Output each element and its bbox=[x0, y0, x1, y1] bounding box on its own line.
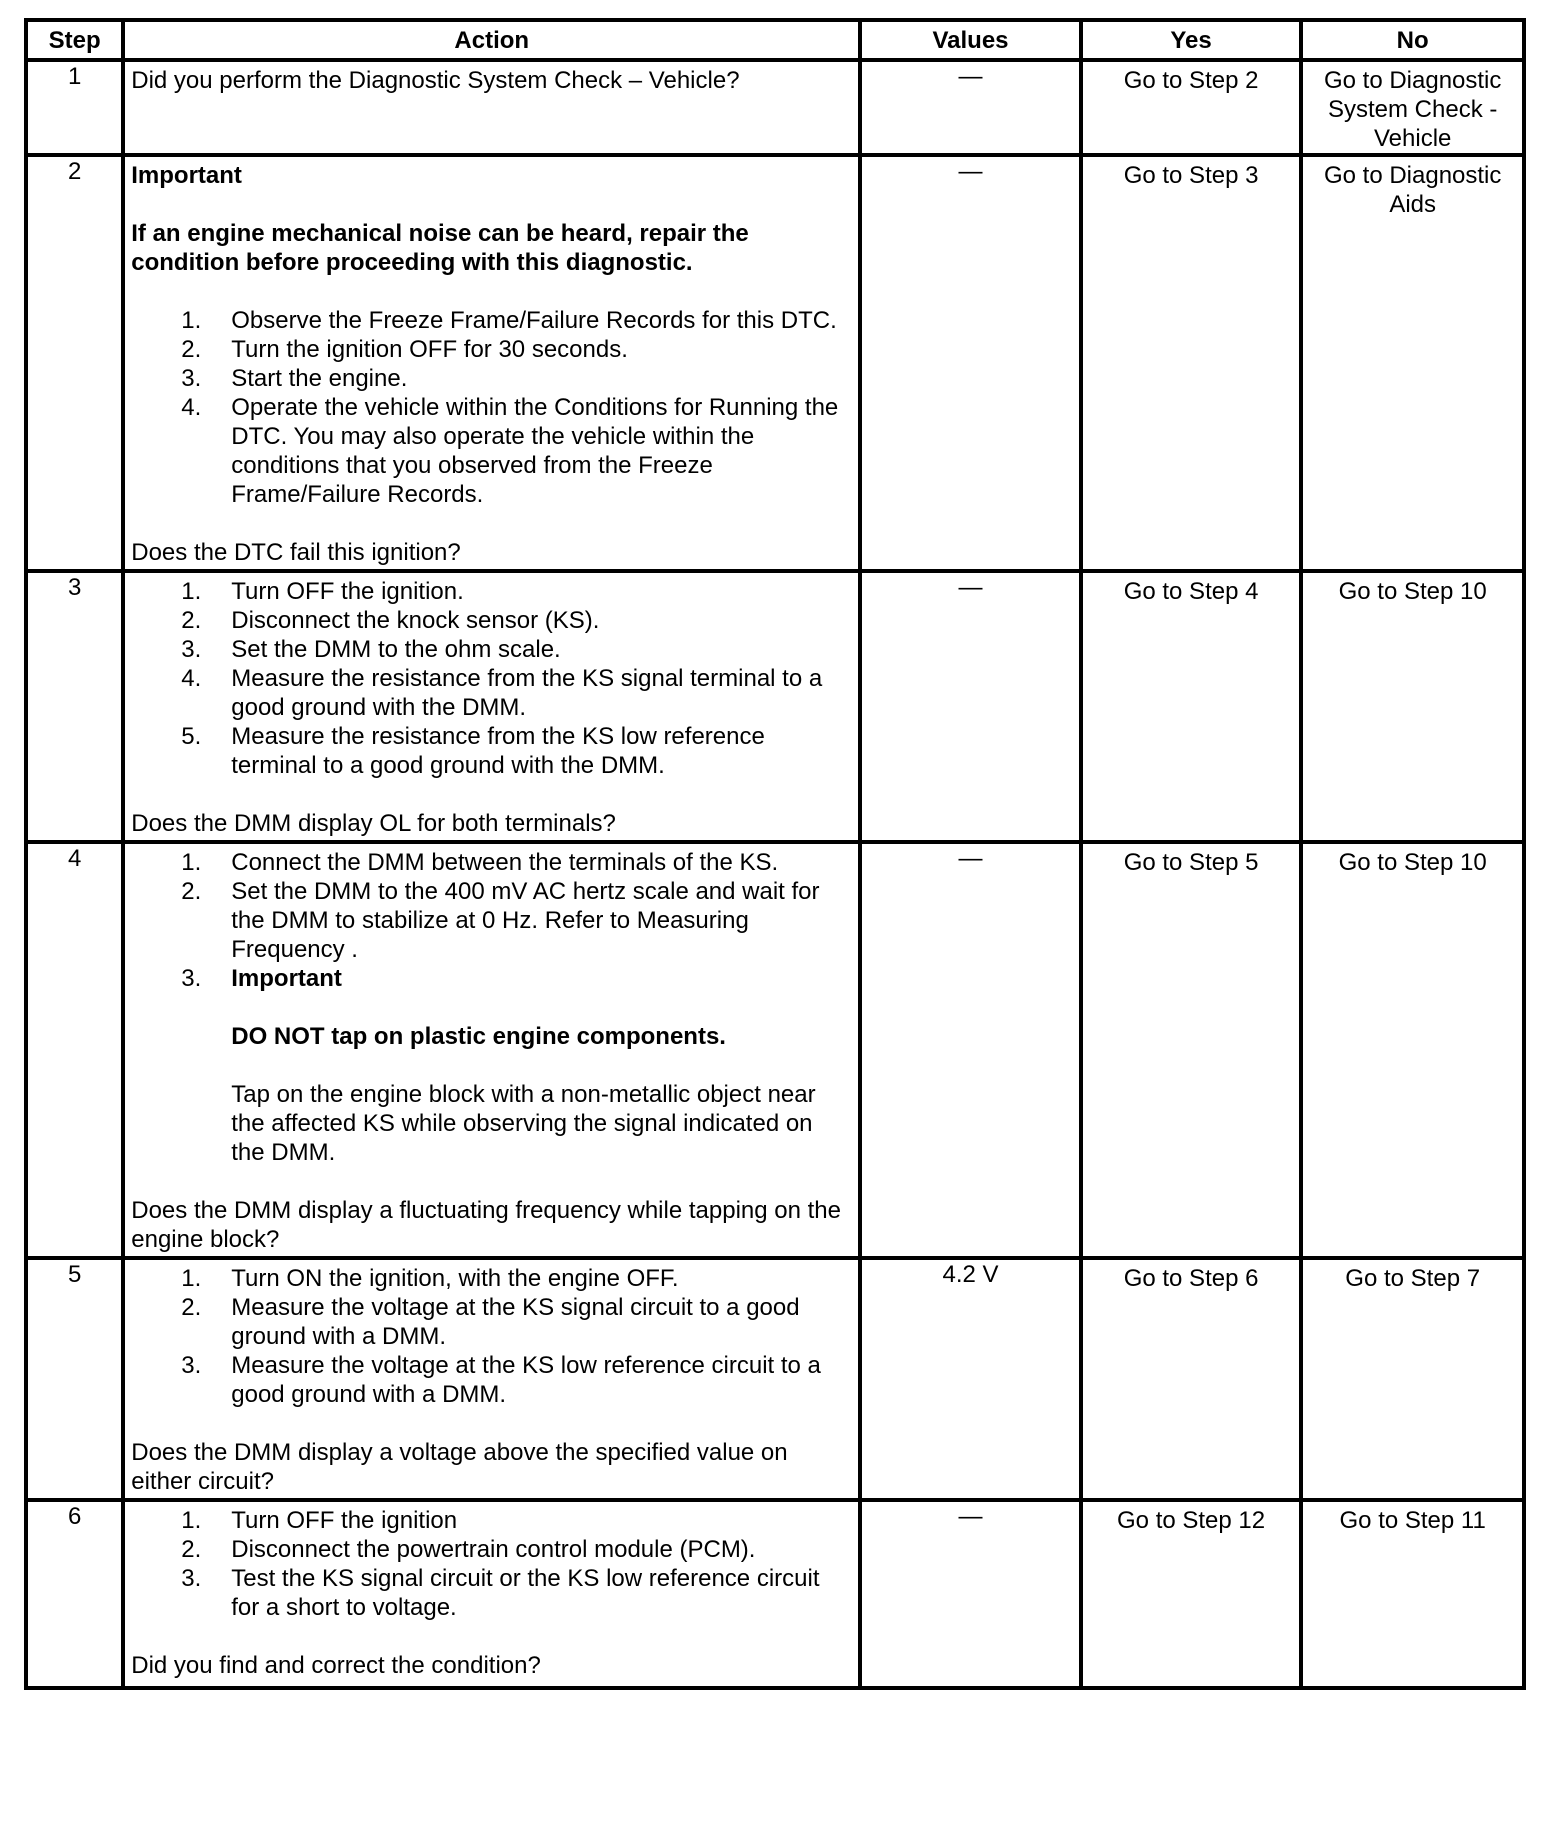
value-cell: — bbox=[860, 1500, 1081, 1688]
action-question: Does the DMM display a voltage above the specified value on either circuit? bbox=[131, 1439, 788, 1495]
list-item: 2. Disconnect the powertrain control module (PCM). bbox=[181, 1536, 756, 1563]
step-number: 1 bbox=[26, 60, 123, 155]
value-cell: — bbox=[860, 155, 1081, 571]
no-link[interactable]: Go to Diagnostic System Check - Vehicle bbox=[1323, 67, 1502, 152]
yes-cell bbox=[1081, 1500, 1302, 1688]
table-row bbox=[26, 155, 1524, 571]
no-link[interactable]: Go to Step 10 bbox=[1338, 849, 1487, 876]
table-row bbox=[26, 571, 1524, 842]
no-cell bbox=[1301, 571, 1524, 842]
value-cell: — bbox=[860, 842, 1081, 1258]
step-number: 5 bbox=[26, 1258, 123, 1500]
important-text: If an engine mechanical noise can be heard, repair the condition before proceeding with this diagnostic. bbox=[131, 220, 749, 276]
yes-link[interactable]: Go to Step 2 bbox=[1123, 67, 1259, 94]
step-number: 3 bbox=[26, 571, 123, 842]
action-question: Did you perform the Diagnostic System Check – Vehicle? bbox=[131, 67, 740, 94]
yes-cell bbox=[1081, 571, 1302, 842]
procedure-list bbox=[131, 306, 852, 509]
action-question: Does the DTC fail this ignition? bbox=[131, 539, 461, 566]
list-item: 3. Measure the voltage at the KS low reference circuit to a good ground with a DMM. bbox=[181, 1352, 821, 1408]
yes-cell bbox=[1081, 155, 1302, 571]
value-cell: — bbox=[860, 60, 1081, 155]
no-cell bbox=[1301, 1258, 1524, 1500]
action-cell bbox=[123, 60, 860, 155]
procedure-list bbox=[131, 1264, 852, 1409]
list-item: 1. Turn OFF the ignition. bbox=[181, 578, 464, 605]
action-cell bbox=[123, 1258, 860, 1500]
yes-cell bbox=[1081, 842, 1302, 1258]
no-link[interactable]: Go to Step 10 bbox=[1338, 578, 1487, 605]
important-label: Important bbox=[231, 965, 342, 992]
header-action: Action bbox=[123, 20, 860, 60]
yes-link[interactable]: Go to Step 3 bbox=[1123, 162, 1259, 189]
action-question: Does the DMM display a fluctuating frequency while tapping on the engine block? bbox=[131, 1197, 841, 1253]
list-item: 4. Operate the vehicle within the Conditions for Running the DTC. You may also operate the vehicle within the conditions that you observed from the Freeze Frame/Failure Records. bbox=[181, 394, 839, 508]
step-detail: Tap on the engine block with a non-metallic object near the affected KS while observing the signal indicated on the DMM. bbox=[231, 1081, 816, 1166]
value-cell: — bbox=[860, 571, 1081, 842]
important-text: DO NOT tap on plastic engine components. bbox=[231, 1023, 726, 1050]
action-cell bbox=[123, 155, 860, 571]
header-yes: Yes bbox=[1081, 20, 1302, 60]
yes-link[interactable]: Go to Step 6 bbox=[1123, 1265, 1259, 1292]
list-item: 5. Measure the resistance from the KS low reference terminal to a good ground with the DMM. bbox=[181, 723, 765, 779]
list-item: 2. Measure the voltage at the KS signal circuit to a good ground with a DMM. bbox=[181, 1294, 800, 1350]
no-link[interactable]: Go to Step 7 bbox=[1345, 1265, 1481, 1292]
no-link[interactable]: Go to Diagnostic Aids bbox=[1323, 162, 1502, 218]
no-cell bbox=[1301, 842, 1524, 1258]
action-cell bbox=[123, 1500, 860, 1688]
action-cell bbox=[123, 571, 860, 842]
yes-link[interactable]: Go to Step 5 bbox=[1123, 849, 1259, 876]
header-step: Step bbox=[26, 20, 123, 60]
procedure-list bbox=[131, 1506, 852, 1622]
list-item: 1. Turn OFF the ignition bbox=[181, 1507, 458, 1534]
yes-link[interactable]: Go to Step 4 bbox=[1123, 578, 1259, 605]
action-cell bbox=[123, 842, 860, 1258]
table-row bbox=[26, 1500, 1524, 1688]
list-item: 3. Important DO NOT tap on plastic engine components. Tap on the engine block with a non-metallic object near the affected KS while observing the signal indicated on the DMM. bbox=[131, 964, 852, 1167]
no-cell bbox=[1301, 60, 1524, 155]
yes-link[interactable]: Go to Step 12 bbox=[1117, 1507, 1266, 1534]
no-link[interactable]: Go to Step 11 bbox=[1339, 1507, 1486, 1534]
value-cell: 4.2 V bbox=[860, 1258, 1081, 1500]
yes-cell bbox=[1081, 60, 1302, 155]
action-question: Did you find and correct the condition? bbox=[131, 1652, 541, 1679]
step-number: 6 bbox=[26, 1500, 123, 1688]
list-item: 1. Turn ON the ignition, with the engine OFF. bbox=[181, 1265, 679, 1292]
header-values: Values bbox=[860, 20, 1081, 60]
yes-cell bbox=[1081, 1258, 1302, 1500]
diagnostic-table bbox=[24, 18, 1526, 1690]
no-cell bbox=[1301, 155, 1524, 571]
step-number: 4 bbox=[26, 842, 123, 1258]
important-label: Important bbox=[131, 162, 242, 189]
list-item: 2. Disconnect the knock sensor (KS). bbox=[181, 607, 600, 634]
table-row bbox=[26, 60, 1524, 155]
list-item: 3. Test the KS signal circuit or the KS low reference circuit for a short to voltage. bbox=[181, 1565, 820, 1621]
procedure-list bbox=[131, 848, 852, 1167]
header-row bbox=[26, 20, 1524, 60]
list-item: 2. Set the DMM to the 400 mV AC hertz scale and wait for the DMM to stabilize at 0 Hz. Refer to Measuring Frequency . bbox=[181, 878, 820, 963]
list-item: 3. Set the DMM to the ohm scale. bbox=[181, 636, 561, 663]
list-item: 1. Observe the Freeze Frame/Failure Records for this DTC. bbox=[181, 307, 837, 334]
list-item: 2. Turn the ignition OFF for 30 seconds. bbox=[181, 336, 628, 363]
list-item: 4. Measure the resistance from the KS signal terminal to a good ground with the DMM. bbox=[181, 665, 823, 721]
action-question: Does the DMM display OL for both terminals? bbox=[131, 810, 616, 837]
no-cell bbox=[1301, 1500, 1524, 1688]
list-item: 3. Start the engine. bbox=[181, 365, 408, 392]
table-row bbox=[26, 842, 1524, 1258]
header-no: No bbox=[1301, 20, 1524, 60]
list-item: 1. Connect the DMM between the terminals of the KS. bbox=[181, 849, 779, 876]
step-number: 2 bbox=[26, 155, 123, 571]
table-row bbox=[26, 1258, 1524, 1500]
procedure-list bbox=[131, 577, 852, 780]
